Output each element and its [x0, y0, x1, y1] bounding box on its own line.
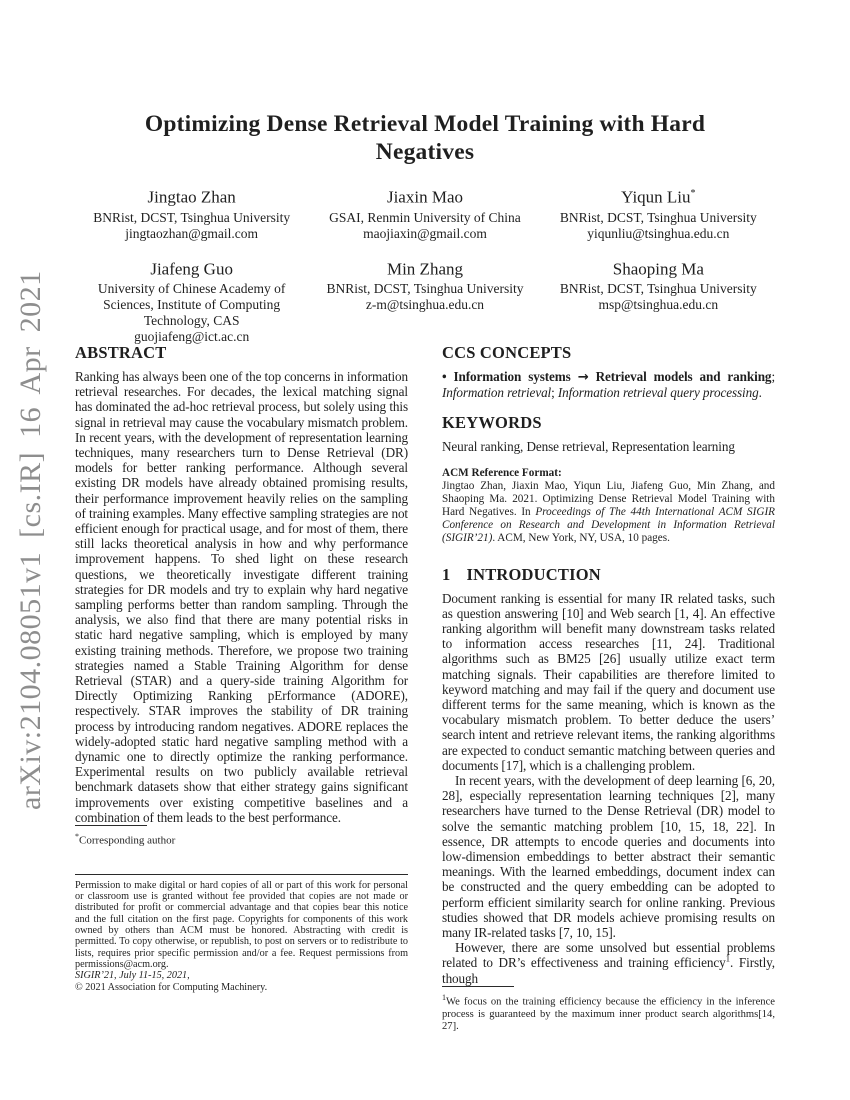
- author-name: [75, 183, 308, 208]
- footnote-marker: 1: [442, 992, 446, 1002]
- acm-reference-block: [442, 467, 775, 545]
- footnote-rule: [442, 986, 514, 987]
- ccs-separator: ;: [551, 385, 558, 401]
- author-email: guojiafeng@ict.ac.cn: [134, 329, 250, 345]
- intro-paragraph-2: In recent years, with the development of deep learning [6, 20, 28], especially representation learning techniques [2], many researchers have turned to the Dense Retrieval (DR) model to solve the semantic matching problem [10, 15, 18, 22]. In essence, DR attempts to encode queries and documents into low-dimension embeddings to better abstract their semantic meanings. With the learned embeddings, document index can be constructed and the query embedding can be adopted to perform efficient similarity search for online ranking. Previous studies showed that DR models achieve promising results on many IR-related tasks [7, 10, 15].: [442, 773, 775, 941]
- arrow-glyph: →: [577, 370, 589, 385]
- ccs-concept: Retrieval models and ranking: [595, 369, 772, 384]
- acm-reference-part: . ACM, New York, NY, USA, 10 pages.: [492, 531, 670, 544]
- intro-paragraph-1: Document ranking is essential for many IR related tasks, such as question answering [10] and Web search [1, 4]. An effective ranking algorithm will benefit many downstream tasks related to information access researches [11, 24]. Traditional algorithms such as BM25 [26] usually utilize exact term matching signals. Their capabilities are therefore limited to keyword matching and may fail if the query and document use different terms for the same meaning, which is known as the vocabulary mismatch problem. To better deduce the users’ search intent and retrieve relevant items, the ranking algorithms are expected to conduct semantic matching between queries and documents [17], which is a challenging problem.: [442, 590, 775, 773]
- author-affiliation: Sciences, Institute of Computing: [103, 297, 281, 313]
- left-column: [75, 344, 408, 992]
- ccs-period: .: [758, 385, 762, 401]
- corresponding-author-note: [75, 825, 408, 848]
- author-email: jingtaozhan@gmail.com: [125, 225, 259, 241]
- author-affiliation: BNRist, DCST, Tsinghua University: [559, 281, 757, 297]
- abstract-heading: ABSTRACT: [75, 343, 167, 362]
- authors-grid: [75, 183, 775, 345]
- title-block: [75, 110, 775, 345]
- arxiv-watermark: arXiv:2104.08051v1 [cs.IR] 16 Apr 2021: [14, 270, 47, 810]
- copyright-notice: © 2021 Association for Computing Machinery.: [75, 981, 268, 993]
- footnote-rule: [75, 825, 147, 826]
- author-name-text: Yiqun Liu: [621, 187, 691, 207]
- author-email: msp@tsinghua.edu.cn: [598, 297, 719, 313]
- author-email: maojiaxin@gmail.com: [363, 225, 487, 241]
- footnote-text: [442, 992, 775, 1033]
- author-affiliation: GSAI, Renmin University of China: [329, 209, 521, 225]
- author-block-jiaxin-mao: [308, 183, 541, 242]
- footnote-body: We focus on the training efficiency because the efficiency in the inference process is guaranteed by the maximum inner product search algorithms[14, 27].: [442, 996, 775, 1032]
- intro-paragraph-3-text: . Firstly, though: [442, 955, 775, 986]
- footnote-marker: 1: [725, 954, 731, 965]
- intro-paragraph-3: [442, 940, 775, 986]
- ccs-concept: Information systems: [453, 369, 571, 384]
- author-name-text: Shaoping Ma: [612, 259, 704, 279]
- author-name-text: Min Zhang: [386, 259, 463, 279]
- conference-name: SIGIR’21, July 11-15, 2021,: [75, 970, 190, 982]
- author-name-text: Jiafeng Guo: [150, 259, 233, 279]
- ccs-separator: ;: [771, 369, 776, 384]
- author-name: [542, 255, 775, 280]
- section-number: 1: [442, 564, 451, 584]
- conference-line: [75, 970, 408, 982]
- author-name: [308, 255, 541, 280]
- intro-paragraph-3-text: However, there are some unsolved but essential problems related to DR’s effectiveness and training efficiency: [442, 940, 775, 971]
- abstract-text: Ranking has always been one of the top concerns in information retrieval researches. For decades, the lexical matching signal has dominated the ad-hoc retrieval process, but solely using this signal in retrieval may cause the vocabulary mismatch problem. In recent years, with the development of representation learning techniques, many researchers turn to Dense Retrieval (DR) models for better ranking performance. Although several existing DR models have already obtained promising results, their performance improvement heavily relies on the sampling of training examples. Many effective sampling strategies are not efficient enough for practical usage, and for most of them, there still lacks theoretical analysis in how and why performance improvement happens. To shed light on these research questions, we theoretically investigate different training strategies for DR models and try to explain why hard negative sampling performs better than random sampling. Through the analysis, we also find that there are many potential risks in static hard negative sampling, which is employed by many existing training methods. Therefore, we propose two training strategies named a Stable Training Algorithm for dense Retrieval (STAR) and a query-side training Algorithm for Directly Optimizing Ranking pErformance (ADORE), respectively. STAR improves the stability of DR training process by introducing random negatives. ADORE replaces the widely-adopted static hard negative sampling method with a dynamic one to directly optimize the ranking performance. Experimental results on two publicly available retrieval benchmark datasets show that either strategy gains significant improvements over existing competitive baselines and a combination of them leads to the best performance.: [75, 369, 408, 825]
- acm-reference-proceedings: Proceedings of The 44th International ACM SIGIR Conference on Research and Development in Information Retrieval (SIGIR’21): [442, 505, 776, 544]
- author-name: [75, 255, 308, 280]
- copyright-block: [75, 874, 408, 994]
- author-affiliation: BNRist, DCST, Tsinghua University: [93, 209, 291, 225]
- copyright-rule: [75, 874, 408, 875]
- paper-title: Optimizing Dense Retrieval Model Training with Hard Negatives: [144, 111, 706, 165]
- author-block-jingtao-zhan: [75, 183, 308, 242]
- author-name: [308, 183, 541, 208]
- acm-reference-text: [442, 480, 775, 545]
- acm-reference-part: Jingtao Zhan, Jiaxin Mao, Yiqun Liu, Jiafeng Guo, Min Zhang, and Shaoping Ma. 2021. Optimizing Dense Retrieval Model Training with Hard Negatives. In: [442, 479, 775, 518]
- ccs-heading: CCS CONCEPTS: [442, 343, 572, 362]
- section-title: INTRODUCTION: [466, 564, 601, 584]
- ccs-bullet: •: [442, 369, 447, 384]
- keywords-text: Neural ranking, Dense retrieval, Representation learning: [442, 439, 735, 455]
- keywords-heading: KEYWORDS: [442, 413, 542, 433]
- ccs-concept: Information retrieval: [442, 385, 552, 401]
- ccs-text: [442, 369, 775, 400]
- author-affiliation: Technology, CAS: [143, 313, 240, 329]
- ccs-concept: Information retrieval query processing: [557, 385, 759, 401]
- corresponding-label: Corresponding author: [79, 834, 176, 847]
- author-affiliation: BNRist, DCST, Tsinghua University: [326, 281, 524, 297]
- right-column: [442, 343, 776, 1032]
- author-email: yiqunliu@tsinghua.edu.cn: [587, 225, 730, 241]
- author-name: [542, 183, 775, 208]
- corresponding-author-text: [75, 830, 408, 848]
- left-column-footer: [75, 825, 408, 993]
- author-name-text: Jingtao Zhan: [147, 187, 236, 207]
- author-block-min-zhang: [308, 255, 541, 346]
- author-block-jiafeng-guo: [75, 255, 308, 346]
- author-affiliation: University of Chinese Academy of: [97, 281, 286, 297]
- acm-reference-heading: ACM Reference Format:: [442, 466, 562, 479]
- two-column-body: [75, 343, 776, 1032]
- author-block-shaoping-ma: [542, 255, 775, 346]
- introduction-heading: [442, 566, 775, 584]
- footnote-block: [442, 986, 775, 1033]
- ccs-bold-part: [442, 369, 771, 384]
- corresponding-author-marker: *: [690, 188, 696, 199]
- permission-text: Permission to make digital or hard copies of all or part of this work for personal or classroom use is granted without fee provided that copies are not made or distributed for profit or commercial advantage and that copies bear this notice and the full citation on the first page. Copyrights for components of this work owned by others than ACM must be honored. Abstracting with credit is permitted. To copy otherwise, or republish, to post on servers or to redistribute to lists, requires prior specific permission and/or a fee. Request permissions from permissions@acm.org.: [75, 879, 408, 970]
- author-block-yiqun-liu: [542, 183, 775, 242]
- author-affiliation: BNRist, DCST, Tsinghua University: [559, 209, 757, 225]
- author-email: z-m@tsinghua.edu.cn: [365, 297, 485, 313]
- corresponding-marker: *: [75, 832, 79, 842]
- author-name-text: Jiaxin Mao: [386, 187, 463, 207]
